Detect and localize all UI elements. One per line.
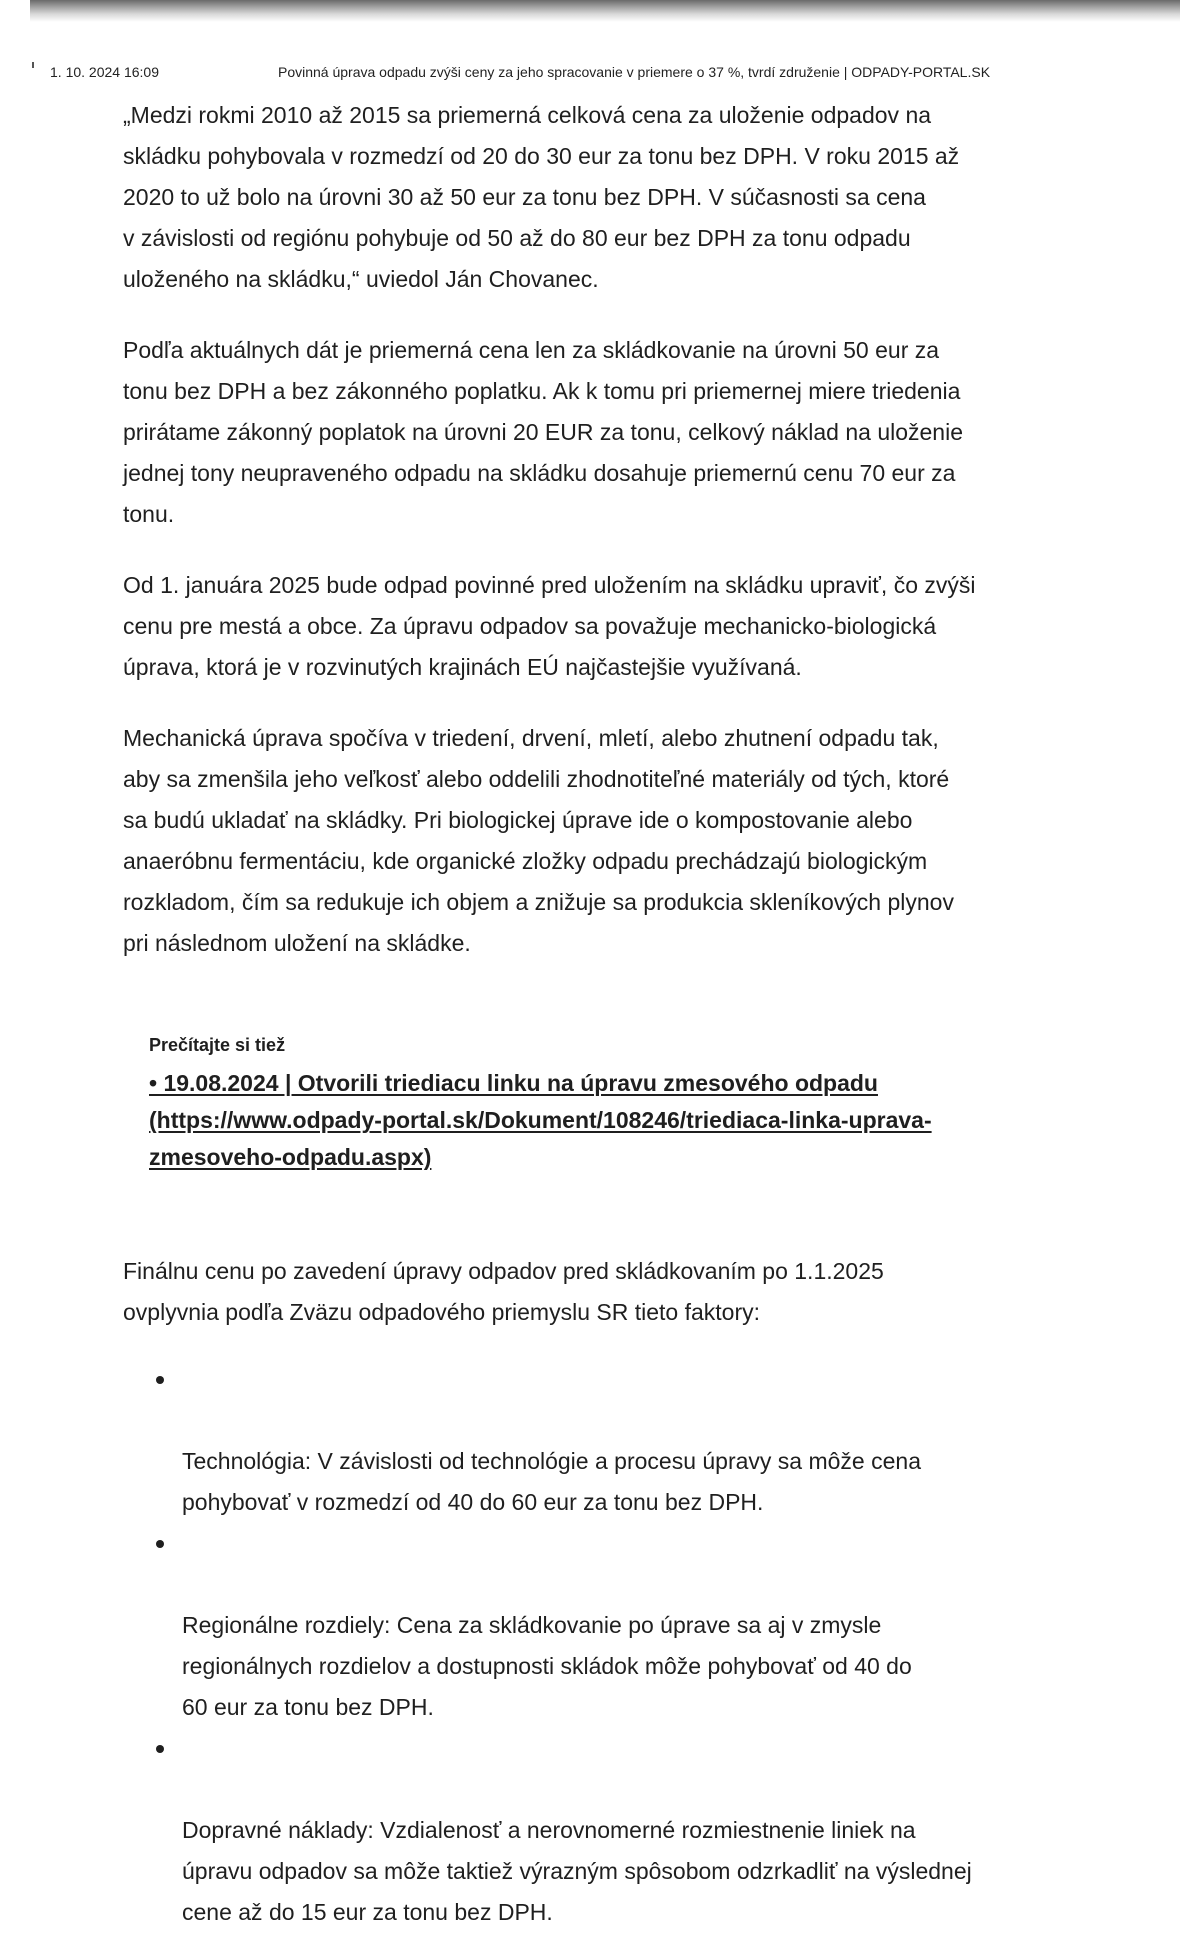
read-also-box [149,1033,1049,1176]
paragraph-2025-obligation: Od 1. januára 2025 bude odpad povinné pred uložením na skládku upraviť, čo zvýši cenu pre mestá a obce. Za úpravu odpadov sa považuje mechanicko-biologická úprava, ktorá je v rozvinutých krajinách EÚ najčastejšie využívaná. [123,572,976,680]
print-header [50,64,1120,84]
list-item [152,1523,1068,1728]
scan-top-edge [30,0,1180,22]
factors-list [123,1359,1068,1933]
list-item [152,1728,1068,1933]
read-also-heading: Prečítajte si tiež [149,1035,286,1055]
paragraph-price-history: „Medzi rokmi 2010 až 2015 sa priemerná celková cena za uloženie odpadov na skládku pohybovala v rozmedzí od 20 do 30 eur za tonu bez DPH. V roku 2015 až 2020 to už bolo na úrovni 30 až 50 eur za tonu bez DPH. V súčasnosti sa cena v závislosti od regiónu pohybuje od 50 až do 80 eur bez DPH za tonu odpadu uloženého na skládku,“ uviedol Ján Chovanec. [123,102,960,292]
paragraph-final-price-factors: Finálnu cenu po zavedení úpravy odpadov pred skládkovaním po 1.1.2025 ovplyvnia podľa Zväzu odpadového priemyslu SR tieto faktory: [123,1258,884,1325]
print-datetime: 1. 10. 2024 16:09 [50,64,159,80]
print-page-title: Povinná úprava odpadu zvýši ceny za jeho spracovanie v priemere o 37 %, tvrdí združenie | ODPADY-PORTAL.SK [278,64,991,80]
scan-mark [32,62,34,68]
paragraph-current-price: Podľa aktuálnych dát je priemerná cena len za skládkovanie na úrovni 50 eur za tonu bez DPH a bez zákonného poplatku. Ak k tomu pri priemernej miere triedenia prirátame zákonný poplatok na úrovni 20 EUR za tonu, celkový náklad na uloženie jednej tony neupraveného odpadu na skládku dosahuje priemernú cenu 70 eur za tonu. [123,337,963,527]
list-item [152,1359,1068,1523]
article-body [123,95,1068,1933]
factor-technology: Technológia: V závislosti od technológie a procesu úpravy sa môže cena pohybovať v rozmedzí od 40 do 60 eur za tonu bez DPH. [182,1448,921,1515]
factor-regional: Regionálne rozdiely: Cena za skládkovanie po úprave sa aj v zmysle regionálnych rozdielov a dostupnosti skládok môže pohybovať od 40 do 60 eur za tonu bez DPH. [182,1612,912,1720]
bullet-icon [156,1745,164,1753]
bullet-icon [156,1540,164,1548]
bullet-icon [156,1376,164,1384]
related-article-link[interactable]: • 19.08.2024 | Otvorili triediacu linku na úpravu zmesového odpadu (https://www.odpady-portal.sk/Dokument/108246/triediaca-linka-uprava- zmesoveho-odpadu.aspx) [149,1070,932,1170]
paragraph-treatment-description: Mechanická úprava spočíva v triedení, drvení, mletí, alebo zhutnení odpadu tak, aby sa zmenšila jeho veľkosť alebo oddelili zhodnotiteľné materiály od tých, ktoré sa budú ukladať na skládky. Pri biologickej úprave ide o kompostovanie alebo anaeróbnu fermentáciu, kde organické zložky odpadu prechádzajú biologickým rozkladom, čím sa redukuje ich objem a znižuje sa produkcia skleníkových plynov pri následnom uložení na skládke. [123,725,954,956]
factor-transport: Dopravné náklady: Vzdialenosť a nerovnomerné rozmiestnenie liniek na úpravu odpadov sa môže taktiež výrazným spôsobom odzrkadliť na výslednej cene až do 15 eur za tonu bez DPH. [182,1817,972,1925]
